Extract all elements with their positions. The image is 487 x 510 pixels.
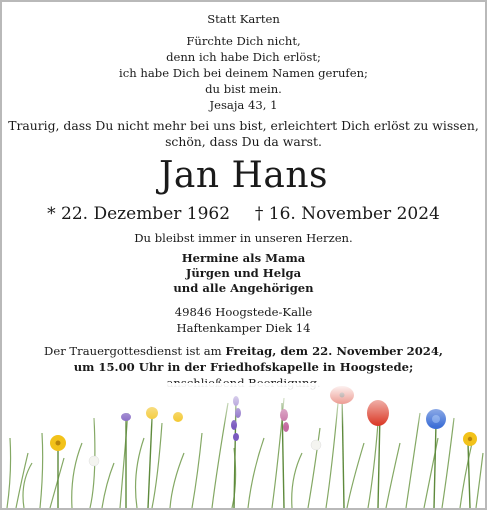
deceased-name: Jan Hans	[158, 155, 329, 196]
verse-line-1: Fürchte Dich nicht,	[186, 34, 301, 48]
address-line-2: Haftenkamper Diek 14	[176, 321, 311, 335]
mourner-3: und alle Angehörigen	[173, 281, 314, 295]
wildflower-meadow-image	[2, 383, 485, 508]
verse-line-2: denn ich habe Dich erlöst;	[166, 50, 321, 64]
header-statt-karten: Statt Karten	[207, 12, 280, 26]
mourner-1: Hermine als Mama	[181, 251, 306, 265]
farewell-line-1: Traurig, dass Du nicht mehr bei uns bist, erleichtert Dich erlöst zu wissen,	[8, 118, 479, 133]
verse-line-4: du bist mein.	[205, 82, 282, 96]
life-dates	[2, 203, 485, 225]
tribute: Du bleibst immer in unseren Herzen.	[134, 231, 353, 245]
verse-source: Jesaja 43, 1	[209, 98, 278, 112]
death-date: 16. November 2024	[268, 204, 440, 224]
cross-symbol: †	[254, 204, 264, 224]
service-line-1: Der Trauergottesdienst ist am Freitag, dem 22. November 2024,	[44, 344, 443, 358]
farewell-line-2: schön, dass Du da warst.	[165, 134, 322, 149]
service-line-2: um 15.00 Uhr in der Friedhofskapelle in Hoogstede;	[73, 360, 414, 374]
verse-line-3: ich habe Dich bei deinem Namen gerufen;	[119, 66, 368, 80]
birth-date: * 22. Dezember 1962	[47, 204, 231, 224]
mourner-2: Jürgen und Helga	[185, 266, 302, 280]
address-line-1: 49846 Hoogstede-Kalle	[174, 305, 313, 319]
